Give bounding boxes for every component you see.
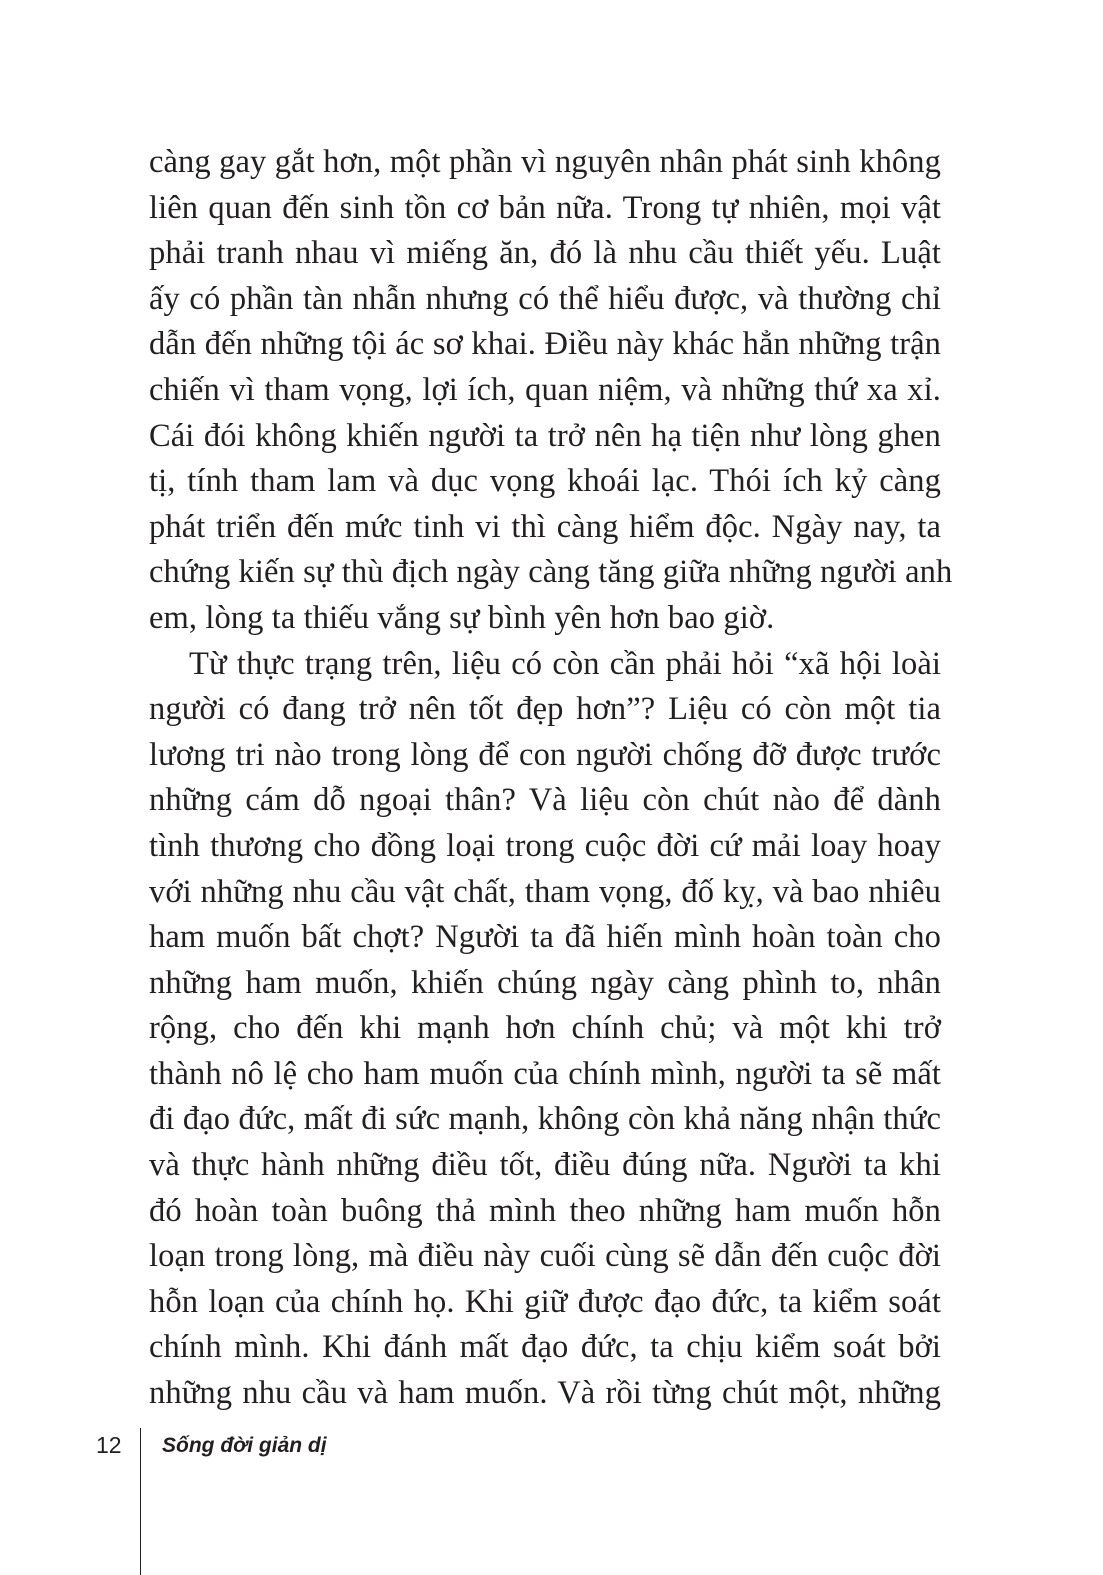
- text-line: ham muốn bất chợt? Người ta đã hiến mình hoàn toàn cho: [149, 919, 941, 956]
- text-line: càng gay gắt hơn, một phần vì nguyên nhân phát sinh không: [149, 144, 941, 180]
- text-line: thành nô lệ cho ham muốn của chính mình, người ta sẽ mất: [149, 1055, 941, 1092]
- text-line: lương tri nào trong lòng để con người chống đỡ được trước: [149, 736, 941, 773]
- text-line: những nhu cầu và ham muốn. Và rồi từng chút một, những: [149, 1375, 941, 1412]
- text-line: đó hoàn toàn buông thả mình theo những ham muốn hỗn: [149, 1192, 941, 1229]
- text-line: dẫn đến những tội ác sơ khai. Điều này khác hẳn những trận: [149, 326, 941, 363]
- text-line: em, lòng ta thiếu vắng sự bình yên hơn bao giờ.: [149, 599, 775, 636]
- text-line: Từ thực trạng trên, liệu có còn cần phải hỏi “xã hội loài: [189, 645, 941, 682]
- text-line: với những nhu cầu vật chất, tham vọng, đố kỵ, và bao nhiêu: [149, 873, 941, 910]
- text-line: đi đạo đức, mất đi sức mạnh, không còn khả năng nhận thức: [149, 1101, 941, 1138]
- text-line: người có đang trở nên tốt đẹp hơn”? Liệu có còn một tia: [149, 691, 941, 728]
- text-line: ấy có phần tàn nhẫn nhưng có thể hiểu được, và thường chỉ: [149, 280, 941, 317]
- text-line: Cái đói không khiến người ta trở nên hạ tiện như lòng ghen: [149, 417, 941, 454]
- paragraph-2: [149, 642, 941, 1417]
- text-line: tình thương cho đồng loại trong cuộc đời cứ mải loay hoay: [149, 827, 941, 864]
- text-line: những cám dỗ ngoại thân? Và liệu còn chút nào để dành: [149, 782, 941, 819]
- running-title: Sống đời giản dị: [162, 1434, 327, 1457]
- text-line: rộng, cho đến khi mạnh hơn chính chủ; và một khi trở: [149, 1010, 941, 1047]
- body-text: [149, 140, 953, 1417]
- text-line: phải tranh nhau vì miếng ăn, đó là nhu cầu thiết yếu. Luật: [149, 235, 941, 272]
- text-line: tị, tính tham lam và dục vọng khoái lạc. Thói ích kỷ càng: [149, 463, 941, 500]
- text-line: loạn trong lòng, mà điều này cuối cùng sẽ dẫn đến cuộc đời: [149, 1238, 941, 1275]
- text-line: và thực hành những điều tốt, điều đúng nữa. Người ta khi: [149, 1147, 941, 1184]
- page-number: 12: [96, 1432, 122, 1458]
- text-line: chiến vì tham vọng, lợi ích, quan niệm, và những thứ xa xỉ.: [149, 371, 941, 408]
- text-line: liên quan đến sinh tồn cơ bản nữa. Trong tự nhiên, mọi vật: [149, 189, 941, 226]
- paragraph-1: [149, 140, 953, 642]
- text-line: những ham muốn, khiến chúng ngày càng phình to, nhân: [149, 964, 941, 1001]
- text-line: chính mình. Khi đánh mất đạo đức, ta chịu kiểm soát bởi: [149, 1329, 941, 1366]
- text-line: phát triển đến mức tinh vi thì càng hiểm độc. Ngày nay, ta: [149, 508, 941, 545]
- footer-divider: [140, 1428, 141, 1575]
- text-line: hỗn loạn của chính họ. Khi giữ được đạo đức, ta kiểm soát: [149, 1283, 941, 1320]
- text-line: chứng kiến sự thù địch ngày càng tăng giữa những người anh: [149, 554, 953, 591]
